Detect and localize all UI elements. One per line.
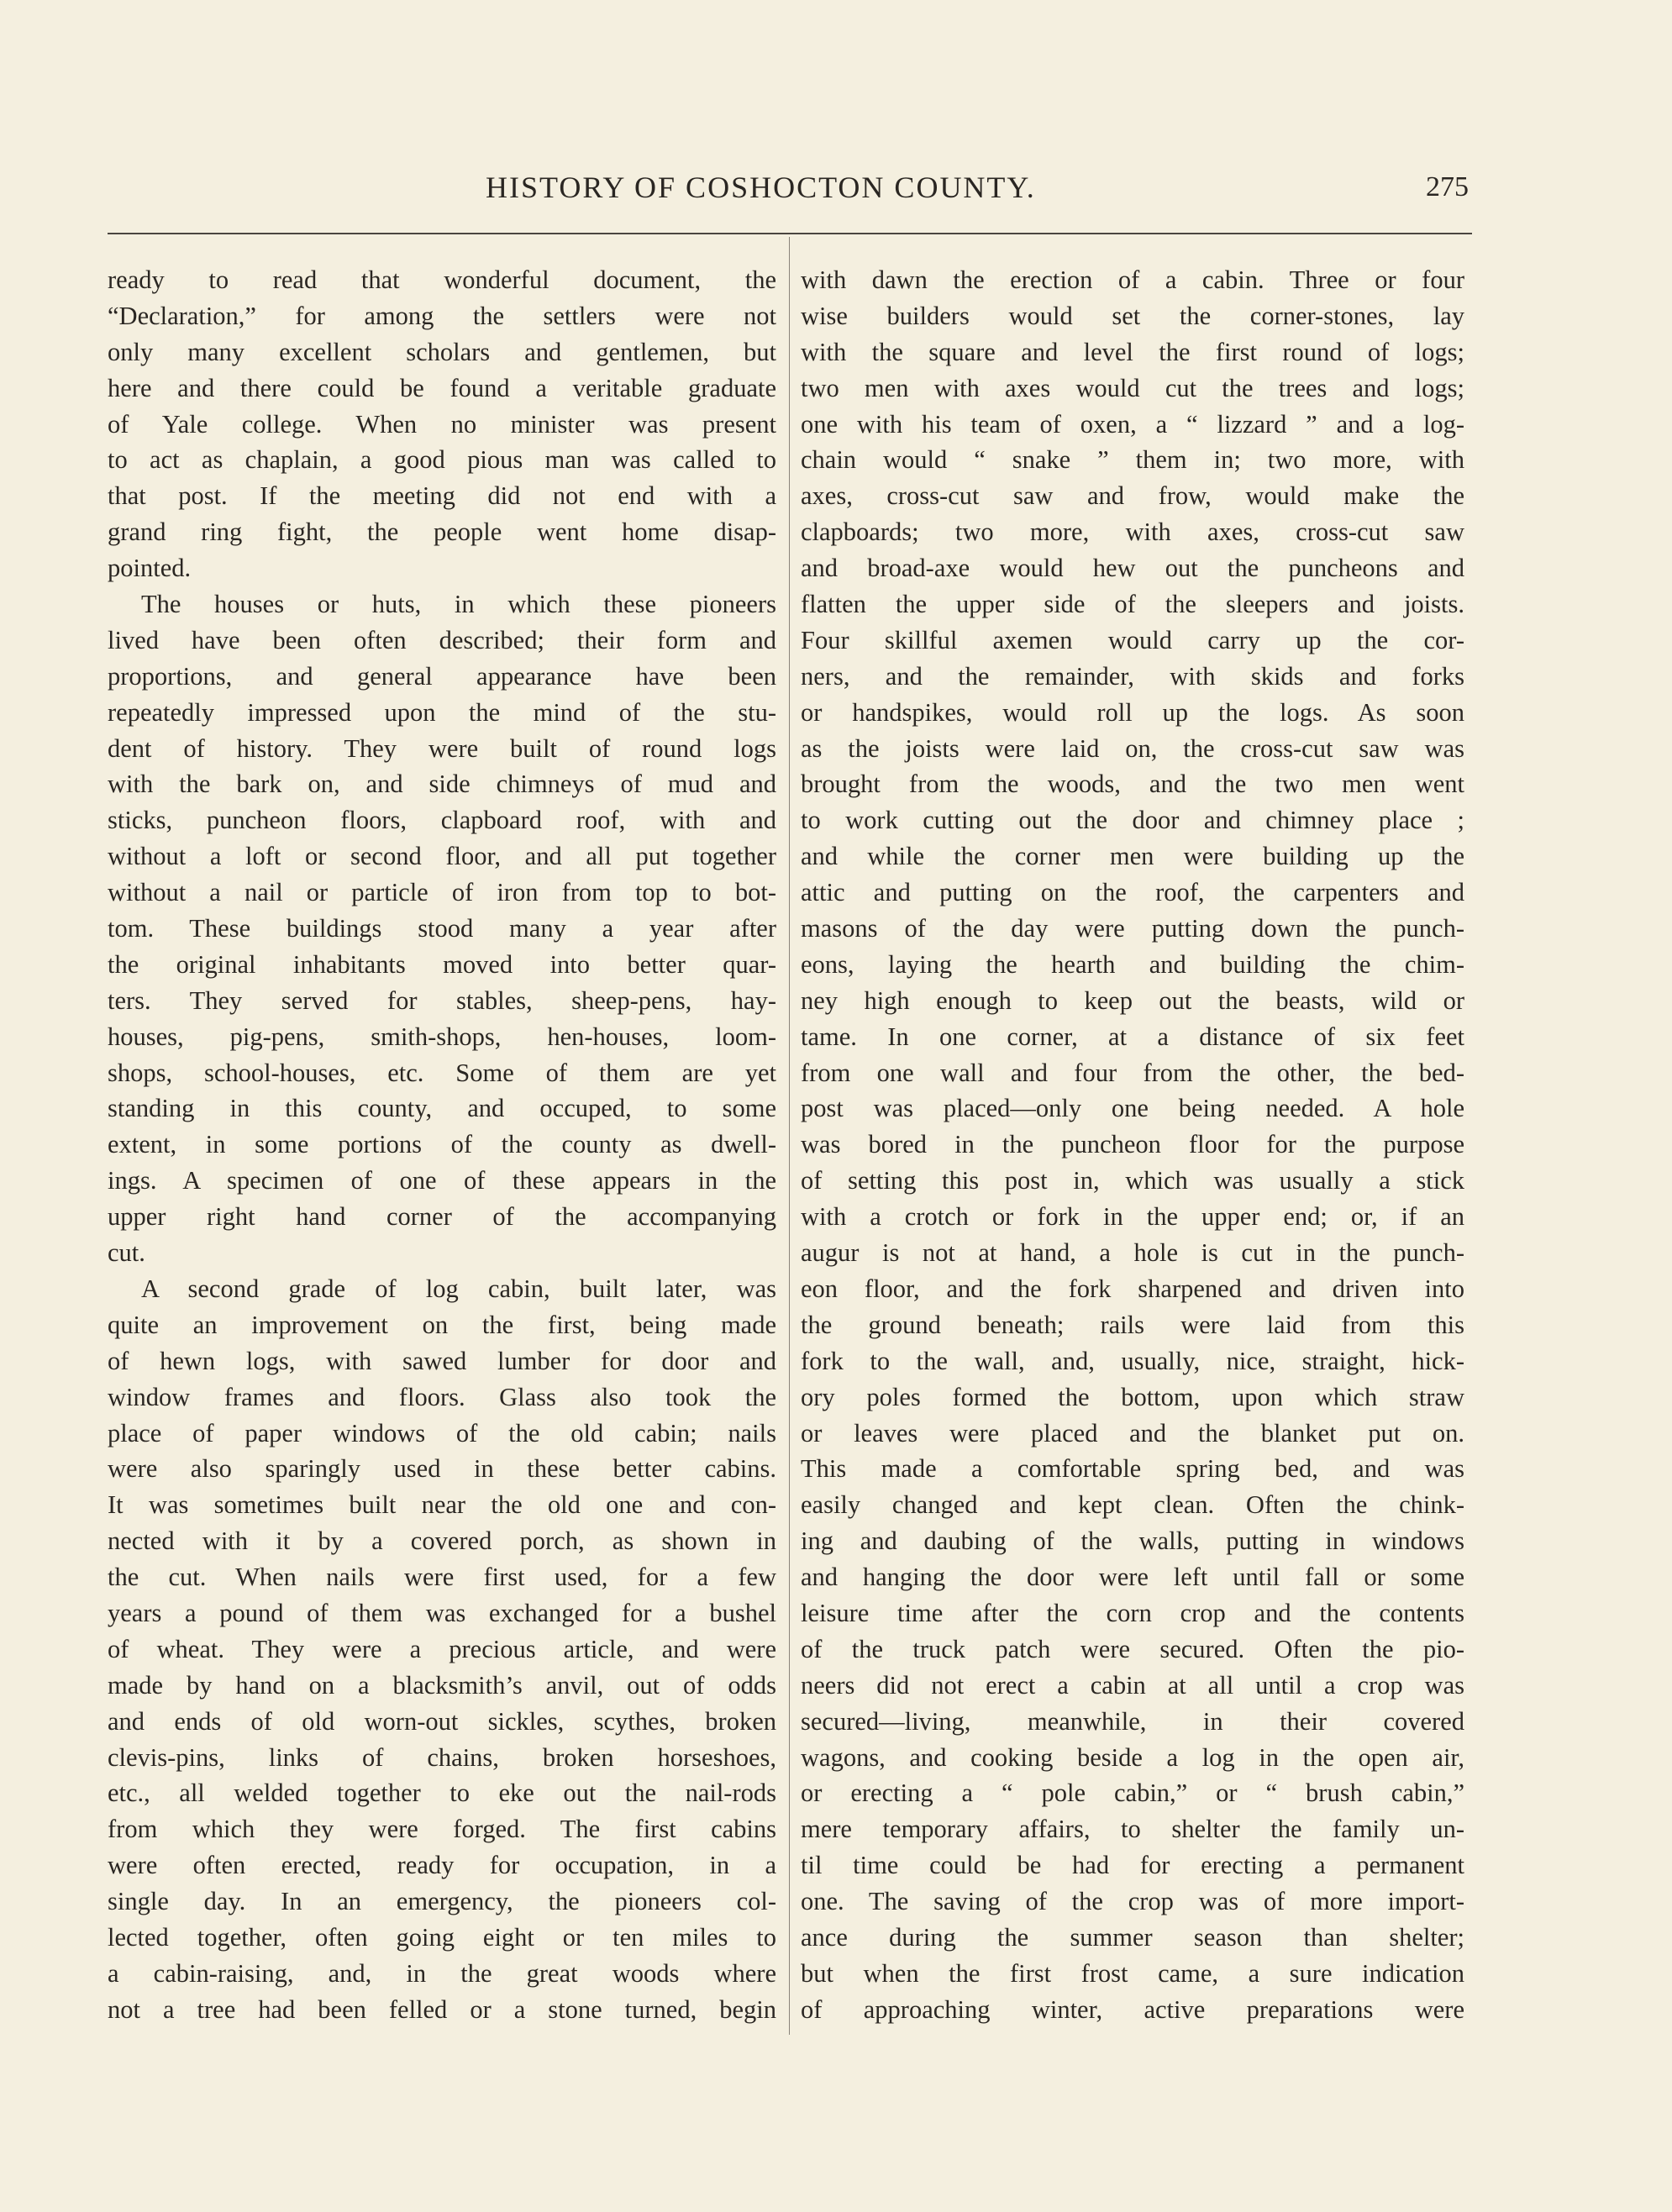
text-line: to act as chaplain, a good pious man was called to <box>108 445 776 475</box>
text-line: tame. In one corner, at a distance of six feet <box>801 1022 1464 1051</box>
text-line: Four skillful axemen would carry up the cor- <box>801 625 1464 654</box>
text-line: the original inhabitants moved into better quar- <box>108 949 776 979</box>
text-line: “Declaration,” for among the settlers were not <box>108 301 776 330</box>
column-divider <box>789 237 790 2035</box>
running-title: HISTORY OF COSHOCTON COUNTY. <box>486 171 1036 204</box>
text-line: the ground beneath; rails were laid from this <box>801 1310 1464 1339</box>
text-line: quite an improvement on the first, being made <box>108 1310 776 1339</box>
text-line: with the bark on, and side chimneys of mud and <box>108 770 776 799</box>
text-line: and while the corner men were building up the <box>801 842 1464 871</box>
text-line: flatten the upper side of the sleepers and joists. <box>801 590 1464 619</box>
text-line: repeatedly impressed upon the mind of the stu- <box>108 697 776 727</box>
right-column <box>801 262 1464 2028</box>
text-line: secured—living, meanwhile, in their covered <box>801 1706 1464 1736</box>
text-line: neers did not erect a cabin at all until a crop was <box>801 1670 1464 1700</box>
text-line: ready to read that wonderful document, the <box>108 265 776 294</box>
text-line: ory poles formed the bottom, upon which straw <box>801 1382 1464 1411</box>
text-line: proportions, and general appearance have been <box>108 661 776 691</box>
text-line: to work cutting out the door and chimney place ; <box>801 806 1464 835</box>
text-line: ters. They served for stables, sheep-pens, hay- <box>108 985 776 1015</box>
text-line: one with his team of oxen, a “ lizzard ” and a log- <box>801 409 1464 439</box>
page-number: 275 <box>1426 171 1469 202</box>
text-line: nected with it by a covered porch, as shown in <box>108 1526 776 1556</box>
text-line: of approaching winter, active preparations were <box>801 1994 1464 2024</box>
text-line: a cabin-raising, and, in the great woods where <box>108 1958 776 1988</box>
text-line: mere temporary affairs, to shelter the family un- <box>801 1815 1464 1844</box>
text-line: shops, school-houses, etc. Some of them are yet <box>108 1058 776 1087</box>
text-line: This made a comfortable spring bed, and was <box>801 1454 1464 1484</box>
header-rule <box>108 233 1472 234</box>
text-line: or handspikes, would roll up the logs. As soon <box>801 697 1464 727</box>
text-line: tom. These buildings stood many a year after <box>108 914 776 943</box>
text-line: augur is not at hand, a hole is cut in the punch- <box>801 1238 1464 1268</box>
text-line: with dawn the erection of a cabin. Three or four <box>801 265 1464 294</box>
text-line: one. The saving of the crop was of more import- <box>801 1887 1464 1916</box>
text-line: leisure time after the corn crop and the contents <box>801 1598 1464 1627</box>
text-line: It was sometimes built near the old one and con- <box>108 1490 776 1520</box>
text-line: were often erected, ready for occupation, in a <box>108 1851 776 1880</box>
text-line: clevis-pins, links of chains, broken horseshoes, <box>108 1742 776 1772</box>
text-line: without a loft or second floor, and all put together <box>108 842 776 871</box>
text-line: as the joists were laid on, the cross-cut saw was <box>801 733 1464 763</box>
text-line: fork to the wall, and, usually, nice, straight, hick- <box>801 1346 1464 1375</box>
text-line: eon floor, and the fork sharpened and driven into <box>801 1274 1464 1303</box>
text-line: post was placed—only one being needed. A hole <box>801 1094 1464 1123</box>
text-line: window frames and floors. Glass also took the <box>108 1382 776 1411</box>
text-line: houses, pig-pens, smith-shops, hen-houses, loom- <box>108 1022 776 1051</box>
text-line: pointed. <box>108 554 192 583</box>
text-line: brought from the woods, and the two men went <box>801 770 1464 799</box>
text-line: was bored in the puncheon floor for the purpose <box>801 1130 1464 1159</box>
text-line: wagons, and cooking beside a log in the open air, <box>801 1742 1464 1772</box>
text-line: of setting this post in, which was usually a stick <box>801 1166 1464 1195</box>
text-line: ance during the summer season than shelter; <box>801 1922 1464 1952</box>
text-line: were also sparingly used in these better cabins. <box>108 1454 776 1484</box>
text-line: here and there could be found a veritable graduate <box>108 373 776 402</box>
text-line: of wheat. They were a precious article, and were <box>108 1634 776 1663</box>
text-line: only many excellent scholars and gentlemen, but <box>108 337 776 366</box>
text-line: lived have been often described; their form and <box>108 625 776 654</box>
text-line: and hanging the door were left until fall or some <box>801 1563 1464 1592</box>
text-line: two men with axes would cut the trees and logs; <box>801 373 1464 402</box>
text-line: but when the first frost came, a sure indication <box>801 1958 1464 1988</box>
text-line: etc., all welded together to eke out the nail-rods <box>108 1779 776 1808</box>
text-line: ney high enough to keep out the beasts, wild or <box>801 985 1464 1015</box>
text-line: place of paper windows of the old cabin; nails <box>108 1418 776 1448</box>
text-line: wise builders would set the corner-stones, lay <box>801 301 1464 330</box>
text-line: The houses or huts, in which these pioneers <box>141 590 776 619</box>
text-line: easily changed and kept clean. Often the chink- <box>801 1490 1464 1520</box>
text-line: that post. If the meeting did not end with a <box>108 481 776 511</box>
text-line: til time could be had for erecting a permanent <box>801 1851 1464 1880</box>
text-line: years a pound of them was exchanged for a bushel <box>108 1598 776 1627</box>
text-line: clapboards; two more, with axes, cross-cut saw <box>801 518 1464 547</box>
text-line: not a tree had been felled or a stone turned, begin <box>108 1994 776 2024</box>
text-line: axes, cross-cut saw and frow, would make the <box>801 481 1464 511</box>
text-line: dent of history. They were built of round logs <box>108 733 776 763</box>
text-line: with the square and level the first round of logs; <box>801 337 1464 366</box>
text-line: without a nail or particle of iron from top to bot- <box>108 878 776 907</box>
text-line: attic and putting on the roof, the carpenters and <box>801 878 1464 907</box>
text-line: sticks, puncheon floors, clapboard roof, with and <box>108 806 776 835</box>
text-line: ings. A specimen of one of these appears in the <box>108 1166 776 1195</box>
text-line: ing and daubing of the walls, putting in windows <box>801 1526 1464 1556</box>
text-line: lected together, often going eight or ten miles to <box>108 1922 776 1952</box>
text-line: A second grade of log cabin, built later, was <box>141 1274 776 1303</box>
text-line: and ends of old worn-out sickles, scythes, broken <box>108 1706 776 1736</box>
text-line: upper right hand corner of the accompanying <box>108 1202 776 1232</box>
text-line: the cut. When nails were first used, for a few <box>108 1563 776 1592</box>
text-line: or leaves were placed and the blanket put on. <box>801 1418 1464 1448</box>
text-line: standing in this county, and occuped, to some <box>108 1094 776 1123</box>
text-line: eons, laying the hearth and building the chim- <box>801 949 1464 979</box>
text-line: and broad-axe would hew out the puncheons and <box>801 554 1464 583</box>
text-line: or erecting a “ pole cabin,” or “ brush cabin,” <box>801 1779 1464 1808</box>
text-line: cut. <box>108 1238 145 1268</box>
text-line: of the truck patch were secured. Often the pio- <box>801 1634 1464 1663</box>
text-line: made by hand on a blacksmith’s anvil, out of odds <box>108 1670 776 1700</box>
text-line: from which they were forged. The first cabins <box>108 1815 776 1844</box>
text-line: ners, and the remainder, with skids and forks <box>801 661 1464 691</box>
text-line: of Yale college. When no minister was present <box>108 409 776 439</box>
text-line: masons of the day were putting down the punch- <box>801 914 1464 943</box>
text-line: extent, in some portions of the county as dwell- <box>108 1130 776 1159</box>
text-line: grand ring fight, the people went home disap- <box>108 518 776 547</box>
text-line: from one wall and four from the other, the bed- <box>801 1058 1464 1087</box>
left-column <box>108 262 776 2028</box>
text-line: chain would “ snake ” them in; two more, with <box>801 445 1464 475</box>
text-line: of hewn logs, with sawed lumber for door and <box>108 1346 776 1375</box>
text-line: with a crotch or fork in the upper end; or, if an <box>801 1202 1464 1232</box>
running-head <box>108 165 1469 215</box>
text-line: single day. In an emergency, the pioneers col- <box>108 1887 776 1916</box>
